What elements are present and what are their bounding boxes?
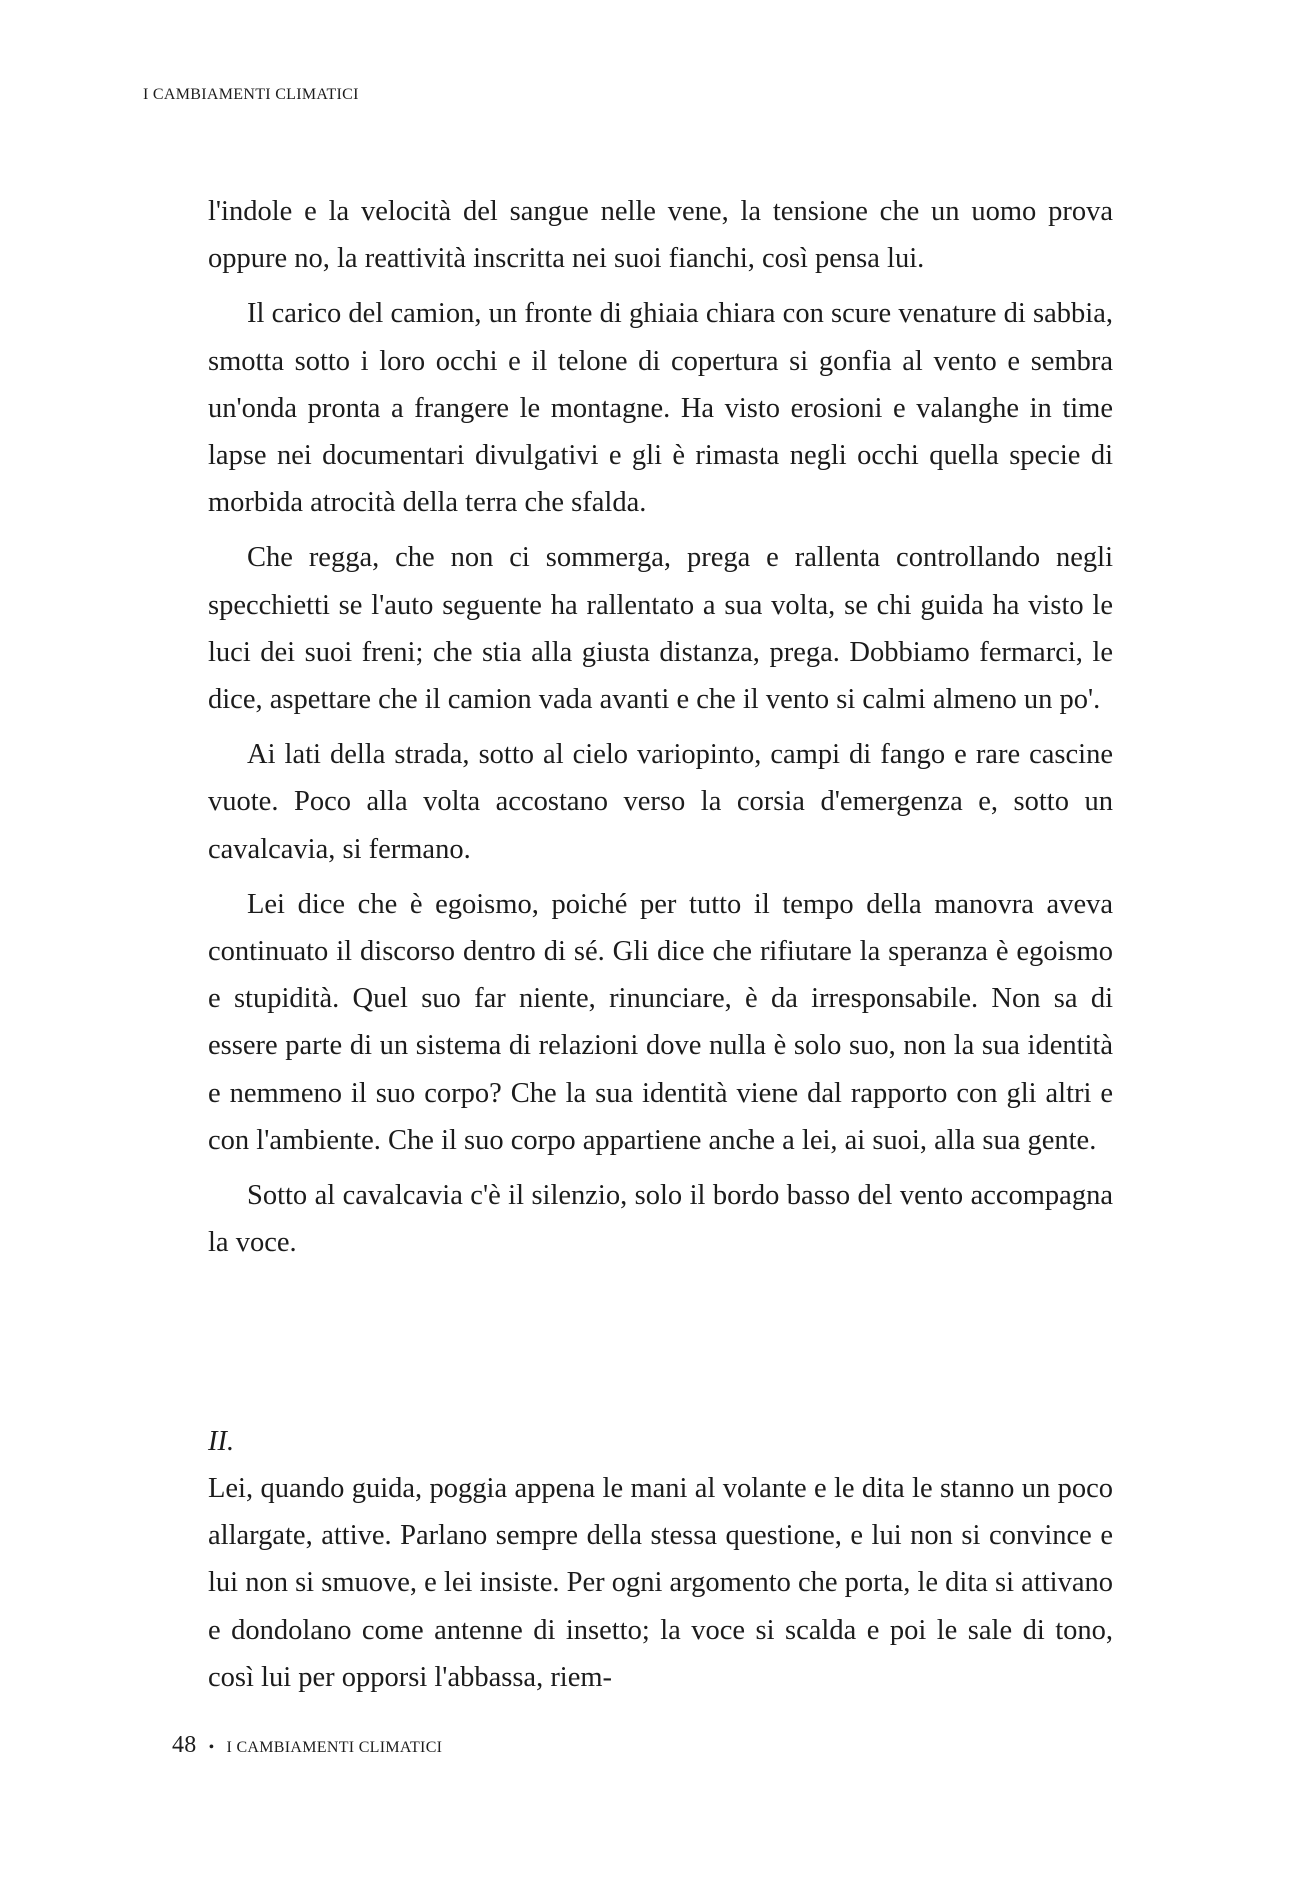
paragraph: Lei dice che è egoismo, poiché per tutto il tempo della manovra aveva continuato il discorso dentro di sé. Gli dice che rifiutare la speranza è egoismo e stupidità. Quel suo far niente, rinunciare, è da irresponsabile. Non sa di essere parte di un sistema di relazioni dove nulla è solo suo, non la sua identità e nemmeno il suo corpo? Che la sua identità viene dal rapporto con gli altri e con l'ambiente. Che il suo corpo appartiene anche a lei, ai suoi, alla sua gente. xyxy=(208,888,1113,1156)
running-head: I CAMBIAMENTI CLIMATICI xyxy=(143,86,359,103)
page-number: 48 xyxy=(172,1732,197,1758)
section-text xyxy=(208,1465,1113,1701)
paragraph: l'indole e la velocità del sangue nelle vene, la tensione che un uomo prova oppure no, la reattività inscritta nei suoi fianchi, così pensa lui. xyxy=(208,196,1113,275)
section-number: II. xyxy=(208,1426,235,1457)
paragraph: Lei, quando guida, poggia appena le mani al volante e le dita le stanno un poco allargate, attive. Parlano sempre della stessa questione, e lui non si convince e lui non si smuove, e lei insiste. Per ogni argomento che porta, le dita si attivano e dondolano come antenne di insetto; la voce si scalda e poi le sale di tono, così lui per opporsi l'abbassa, riem- xyxy=(208,1473,1113,1693)
paragraph: Che regga, che non ci sommerga, prega e rallenta controllando negli specchietti se l'auto seguente ha rallentato a sua volta, se chi guida ha visto le luci dei suoi freni; che stia alla giusta distanza, prega. Dobbiamo fermarci, le dice, aspettare che il camion vada avanti e che il vento si calmi almeno un po'. xyxy=(208,542,1113,716)
body-text xyxy=(208,188,1113,1266)
paragraph: Ai lati della strada, sotto al cielo variopinto, campi di fango e rare cascine vuote. Poco alla volta accostano verso la corsia d'emergenza e, sotto un cavalcavia, si fermano. xyxy=(208,739,1113,865)
paragraph: Il carico del camion, un fronte di ghiaia chiara con scure venature di sabbia, smotta sotto i loro occhi e il telone di copertura si gonfia al vento e sembra un'onda pronta a frangere le montagne. Ha visto erosioni e valanghe in time lapse nei documentari divulgativi e gli è rimasta negli occhi quella specie di morbida atrocità della terra che sfalda. xyxy=(208,298,1113,519)
footer-bullet: • xyxy=(208,1739,215,1756)
footer-title: I CAMBIAMENTI CLIMATICI xyxy=(226,1739,443,1756)
page-footer xyxy=(172,1732,442,1759)
paragraph: Sotto al cavalcavia c'è il silenzio, solo il bordo basso del vento accompagna la voce. xyxy=(208,1180,1113,1259)
